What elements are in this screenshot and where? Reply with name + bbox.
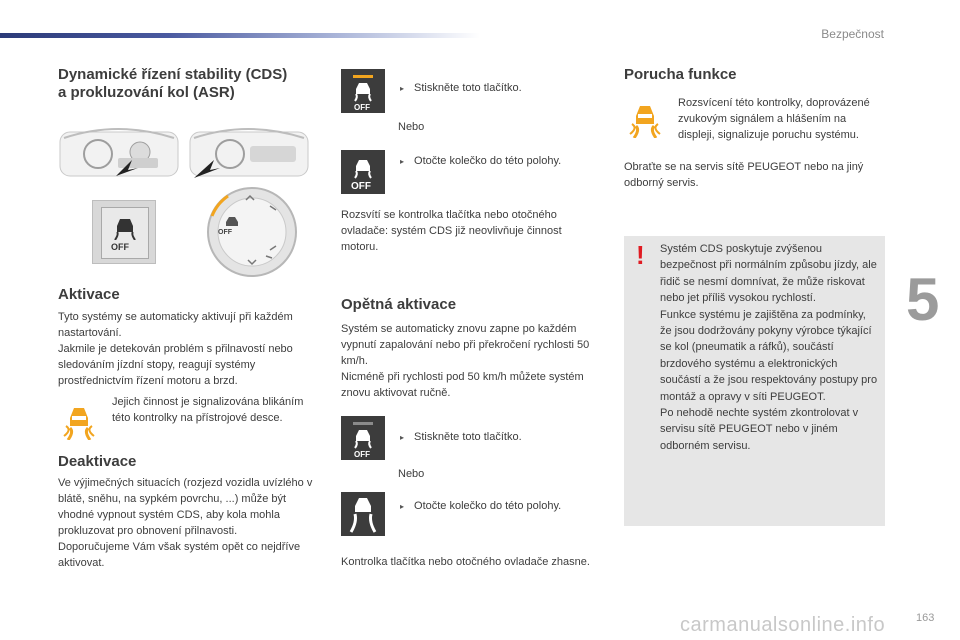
chapter-number: 5	[906, 266, 940, 333]
cds-off-button-icon-1	[341, 69, 385, 113]
page-number: 163	[916, 612, 935, 624]
section-label: Bezpečnost	[821, 27, 884, 41]
off-label: OFF	[111, 242, 129, 252]
svg-text:OFF: OFF	[351, 181, 371, 192]
or-separator-2: Nebo	[398, 468, 425, 480]
cds-button-icon-2	[341, 416, 385, 460]
skid-car-icon	[111, 214, 139, 240]
deactivation-text: Ve výjimečných situacích (rozjezd vozidla uvízlého v blátě, sněhu, na sypkém povrchu, ...) může být vhodné vypnout systém CDS, aby kola mohla prokluzovat pro obnovení přilnavosti. Doporučujeme Vám však systém opět co nejdříve aktivovat.	[58, 477, 313, 569]
watermark: carmanualsonline.info	[680, 614, 886, 636]
press-button-instruction-2: ▸ Stiskněte toto tlačítko.	[400, 431, 522, 443]
svg-text:OFF: OFF	[354, 103, 370, 112]
cds-off-knob-icon-1	[341, 150, 385, 194]
dashboard-knob-illustration	[188, 124, 310, 180]
reactivation-text: Systém se automaticky znovu zapne po každém vypnutí zapalování nebo při překročení rychlosti 50 km/h. Nicméně při rychlosti pod 50 km/h můžete systém znovu aktivovat ručně.	[341, 323, 590, 399]
fault-heading: Porucha funkce	[624, 66, 737, 83]
svg-text:OFF: OFF	[218, 229, 232, 236]
press-button-instruction: ▸ Stiskněte toto tlačítko.	[400, 82, 522, 94]
warning-box	[624, 236, 885, 526]
cds-knob-illustration	[206, 186, 298, 278]
after-off-text: Rozsvítí se kontrolka tlačítka nebo otočného ovladače: systém CDS již neovlivňuje činnost motoru.	[341, 209, 562, 253]
skid-warning-icon	[62, 402, 96, 440]
header-gradient-bar	[0, 33, 480, 38]
warning-exclamation-icon: !	[636, 240, 645, 270]
fault-note: Rozsvícení této kontrolky, doprovázené zvukovým signálem a hlášením na displeji, signalizuje poruchu systému.	[678, 97, 870, 141]
turn-knob-instruction: ▸ Otočte kolečko do této polohy.	[400, 155, 561, 167]
svg-text:OFF: OFF	[354, 450, 370, 459]
reactivation-heading: Opětná aktivace	[341, 296, 457, 313]
cds-knob-on-icon	[341, 492, 385, 536]
activation-note: Jejich činnost je signalizována blikáním této kontrolky na přístrojové desce.	[112, 396, 304, 424]
main-title: Dynamické řízení stability (CDS) a prokluzování kol (ASR)	[58, 66, 288, 101]
activation-heading: Aktivace	[58, 286, 120, 303]
turn-knob-instruction-2: ▸ Otočte kolečko do této polohy.	[400, 500, 561, 512]
warning-text: Systém CDS poskytuje zvýšenou bezpečnost při normálním způsobu jízdy, ale řidič se nesmí domnívat, že může riskovat nebo jet příliš vysokou rychlostí. Funkce systému je zajištěna za podmínky, že jsou dodržovány pokyny výrobce týkající se kol (pneumatik a ráfků), součástí brzdového systému a elektronických součástí a že jsou respektovány postupy pro montáž a opravy v síti PEUGEOT. Po nehodě nechte systém zkontrolovat v servisu sítě PEUGEOT nebo v jiném odborném servisu.	[660, 243, 878, 452]
or-separator-1: Nebo	[398, 121, 425, 133]
skid-fault-icon	[628, 100, 662, 138]
cds-off-button-illustration	[92, 200, 156, 264]
activation-text: Tyto systémy se automaticky aktivují při každém nastartování. Jakmile je detekován problém s přilnavostí nebo sledováním jízdní stopy, reagují systémy prostřednictvím řízení motoru a brzd.	[58, 311, 293, 387]
cds-off-button-face	[101, 207, 149, 259]
dashboard-button-illustration	[58, 124, 180, 180]
chapter-tab	[904, 262, 960, 338]
deactivation-heading: Deaktivace	[58, 453, 137, 470]
after-on-text: Kontrolka tlačítka nebo otočného ovladače zhasne.	[341, 556, 590, 568]
fault-text: Obraťte se na servis sítě PEUGEOT nebo na jiný odborný servis.	[624, 161, 864, 189]
